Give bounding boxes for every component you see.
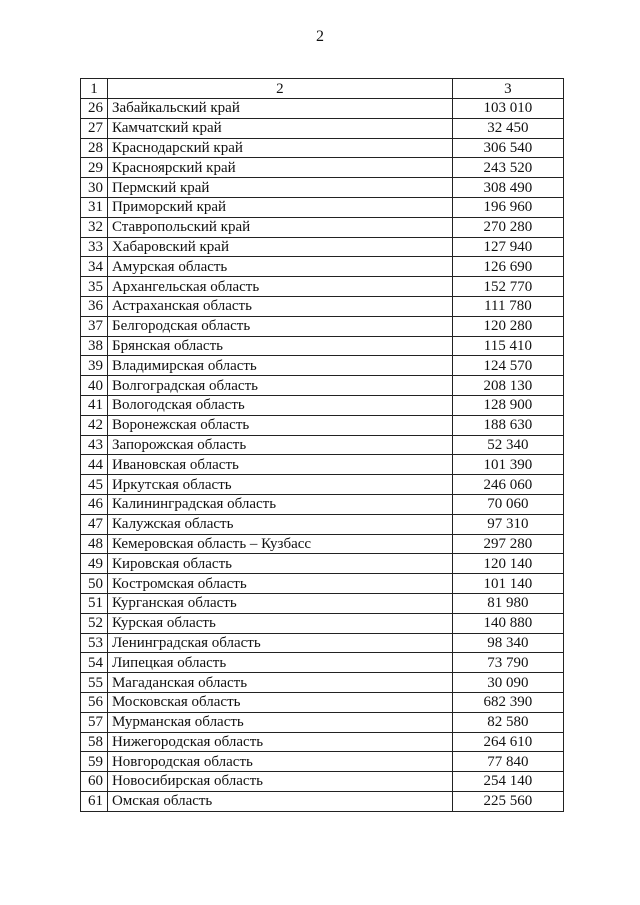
region-name: Московская область [107, 692, 452, 712]
region-name: Калужская область [107, 514, 452, 534]
table-row [81, 554, 564, 574]
table-row [81, 197, 564, 217]
row-number: 40 [81, 376, 108, 396]
region-name: Омская область [107, 791, 452, 811]
table-row [81, 376, 564, 396]
row-number: 30 [81, 178, 108, 198]
table-row [81, 158, 564, 178]
row-number: 47 [81, 514, 108, 534]
table-row [81, 356, 564, 376]
row-number: 42 [81, 415, 108, 435]
region-name: Хабаровский край [107, 237, 452, 257]
region-name: Кировская область [107, 554, 452, 574]
row-number: 35 [81, 277, 108, 297]
region-name: Костромская область [107, 574, 452, 594]
region-name: Ленинградская область [107, 633, 452, 653]
row-number: 57 [81, 712, 108, 732]
row-number: 44 [81, 455, 108, 475]
value: 140 880 [452, 613, 563, 633]
value: 188 630 [452, 415, 563, 435]
table-row [81, 534, 564, 554]
value: 196 960 [452, 197, 563, 217]
row-number: 31 [81, 197, 108, 217]
value: 308 490 [452, 178, 563, 198]
value: 120 280 [452, 316, 563, 336]
value: 120 140 [452, 554, 563, 574]
region-name: Запорожская область [107, 435, 452, 455]
table-row [81, 257, 564, 277]
region-name: Архангельская область [107, 277, 452, 297]
region-name: Нижегородская область [107, 732, 452, 752]
row-number: 45 [81, 475, 108, 495]
table-row [81, 395, 564, 415]
region-name: Новосибирская область [107, 772, 452, 792]
table-row [81, 296, 564, 316]
table-row [81, 118, 564, 138]
value: 77 840 [452, 752, 563, 772]
row-number: 53 [81, 633, 108, 653]
region-name: Брянская область [107, 336, 452, 356]
value: 32 450 [452, 118, 563, 138]
value: 70 060 [452, 494, 563, 514]
region-name: Волгоградская область [107, 376, 452, 396]
value: 128 900 [452, 395, 563, 415]
row-number: 28 [81, 138, 108, 158]
table-row [81, 336, 564, 356]
table-row [81, 772, 564, 792]
value: 30 090 [452, 673, 563, 693]
value: 306 540 [452, 138, 563, 158]
table-row [81, 237, 564, 257]
table-row [81, 178, 564, 198]
table-row [81, 653, 564, 673]
header-col-1: 1 [81, 79, 108, 99]
region-name: Вологодская область [107, 395, 452, 415]
row-number: 26 [81, 99, 108, 119]
table-row [81, 593, 564, 613]
table-row [81, 455, 564, 475]
table-row [81, 692, 564, 712]
row-number: 54 [81, 653, 108, 673]
table-row [81, 791, 564, 811]
row-number: 48 [81, 534, 108, 554]
table-row [81, 732, 564, 752]
row-number: 32 [81, 217, 108, 237]
region-name: Красноярский край [107, 158, 452, 178]
header-col-3: 3 [452, 79, 563, 99]
table-row [81, 435, 564, 455]
value: 97 310 [452, 514, 563, 534]
table-row [81, 316, 564, 336]
value: 254 140 [452, 772, 563, 792]
value: 98 340 [452, 633, 563, 653]
value: 115 410 [452, 336, 563, 356]
value: 297 280 [452, 534, 563, 554]
table-header-row [81, 79, 564, 99]
row-number: 59 [81, 752, 108, 772]
region-name: Иркутская область [107, 475, 452, 495]
row-number: 58 [81, 732, 108, 752]
region-name: Мурманская область [107, 712, 452, 732]
table-row [81, 613, 564, 633]
region-name: Белгородская область [107, 316, 452, 336]
table-row [81, 514, 564, 534]
row-number: 34 [81, 257, 108, 277]
value: 264 610 [452, 732, 563, 752]
region-name: Курганская область [107, 593, 452, 613]
row-number: 61 [81, 791, 108, 811]
value: 103 010 [452, 99, 563, 119]
regions-table [80, 78, 564, 812]
table-row [81, 99, 564, 119]
table-row [81, 673, 564, 693]
row-number: 49 [81, 554, 108, 574]
row-number: 39 [81, 356, 108, 376]
row-number: 37 [81, 316, 108, 336]
value: 52 340 [452, 435, 563, 455]
row-number: 27 [81, 118, 108, 138]
table-row [81, 494, 564, 514]
value: 225 560 [452, 791, 563, 811]
region-name: Владимирская область [107, 356, 452, 376]
row-number: 33 [81, 237, 108, 257]
row-number: 38 [81, 336, 108, 356]
value: 81 980 [452, 593, 563, 613]
row-number: 50 [81, 574, 108, 594]
region-name: Ставропольский край [107, 217, 452, 237]
table-row [81, 752, 564, 772]
row-number: 36 [81, 296, 108, 316]
value: 82 580 [452, 712, 563, 732]
row-number: 46 [81, 494, 108, 514]
value: 208 130 [452, 376, 563, 396]
region-name: Кемеровская область – Кузбасс [107, 534, 452, 554]
value: 101 140 [452, 574, 563, 594]
value: 246 060 [452, 475, 563, 495]
table-row [81, 574, 564, 594]
row-number: 55 [81, 673, 108, 693]
page-number: 2 [316, 28, 324, 45]
region-name: Астраханская область [107, 296, 452, 316]
row-number: 52 [81, 613, 108, 633]
header-col-2: 2 [107, 79, 452, 99]
region-name: Ивановская область [107, 455, 452, 475]
region-name: Магаданская область [107, 673, 452, 693]
row-number: 60 [81, 772, 108, 792]
region-name: Амурская область [107, 257, 452, 277]
region-name: Забайкальский край [107, 99, 452, 119]
value: 270 280 [452, 217, 563, 237]
table-row [81, 217, 564, 237]
value: 101 390 [452, 455, 563, 475]
region-name: Камчатский край [107, 118, 452, 138]
region-name: Пермский край [107, 178, 452, 198]
region-name: Курская область [107, 613, 452, 633]
value: 152 770 [452, 277, 563, 297]
row-number: 41 [81, 395, 108, 415]
table-row [81, 633, 564, 653]
region-name: Краснодарский край [107, 138, 452, 158]
region-name: Калининградская область [107, 494, 452, 514]
value: 124 570 [452, 356, 563, 376]
value: 111 780 [452, 296, 563, 316]
value: 73 790 [452, 653, 563, 673]
value: 682 390 [452, 692, 563, 712]
region-name: Воронежская область [107, 415, 452, 435]
row-number: 51 [81, 593, 108, 613]
table-row [81, 475, 564, 495]
row-number: 29 [81, 158, 108, 178]
region-name: Новгородская область [107, 752, 452, 772]
value: 127 940 [452, 237, 563, 257]
row-number: 56 [81, 692, 108, 712]
table-row [81, 277, 564, 297]
table-row [81, 712, 564, 732]
table-row [81, 138, 564, 158]
row-number: 43 [81, 435, 108, 455]
region-name: Липецкая область [107, 653, 452, 673]
value: 243 520 [452, 158, 563, 178]
table-row [81, 415, 564, 435]
value: 126 690 [452, 257, 563, 277]
region-name: Приморский край [107, 197, 452, 217]
